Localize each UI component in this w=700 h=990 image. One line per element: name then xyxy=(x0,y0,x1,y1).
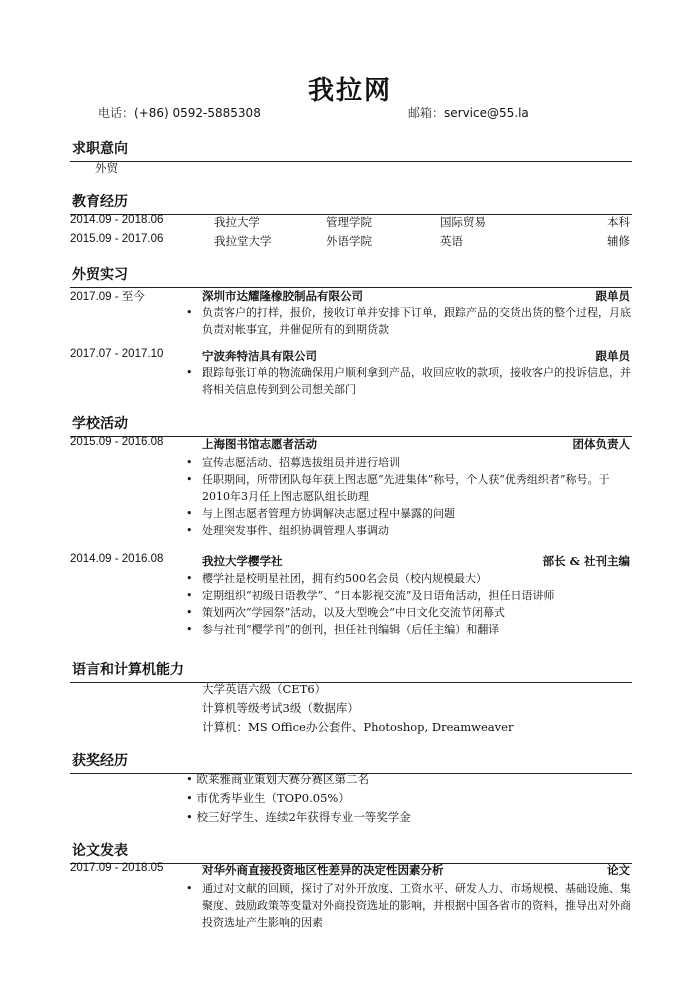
section-job-intent xyxy=(70,138,632,162)
entry-org: 宁波奔特洁具有限公司 xyxy=(202,349,317,363)
bullet-item: • 通过对文献的回顾，探讨了对外开放度、工资水平、研发人力、市场规模、基础设施、集聚度、鼓励政策等变量对外商投资选址的影响，并根据中国各省市的资料，推导出对外商投资选址产生影响的因素 xyxy=(184,880,632,931)
section-title: 语言和计算机能力 xyxy=(72,662,184,678)
internship-bullets xyxy=(184,364,632,398)
bullet-item: • 任职期间，所带团队每年获上图志愿“先进集体”称号，个人获“优秀组织者”称号。于2010年3月任上图志愿队组长助理 xyxy=(184,471,632,505)
phone-line xyxy=(98,104,261,121)
entry-org: 上海图书馆志愿者活动 xyxy=(202,437,317,451)
section-education xyxy=(70,191,632,215)
award-text: 市优秀毕业生（TOP0.05%） xyxy=(196,791,350,805)
activity-bullets xyxy=(184,570,632,638)
section-activities xyxy=(70,413,632,437)
edu-date: 2014.09 - 2018.06 xyxy=(70,214,164,226)
bullet-item: • 定期组织“初级日语教学”、“日本影视交流”及日语角活动，担任日语讲师 xyxy=(184,587,632,604)
entry-date: 2017.07 - 2017.10 xyxy=(70,348,164,360)
edu-major: 国际贸易 xyxy=(440,215,486,229)
email-value: service@55.la xyxy=(444,106,529,120)
entry-org: 我拉大学樱学社 xyxy=(202,554,283,568)
bullet-item: • 参与社刊“樱学刊”的创刊，担任社刊编辑（后任主编）和翻译 xyxy=(184,621,632,638)
section-title: 求职意向 xyxy=(72,141,128,157)
section-title: 外贸实习 xyxy=(72,267,128,283)
skill-line: 大学英语六级（CET6） xyxy=(202,682,327,696)
phone-value: (+86) 0592-5885308 xyxy=(134,106,261,120)
education-row xyxy=(70,233,630,249)
entry-date: 2015.09 - 2016.08 xyxy=(70,436,164,448)
award-text: 欧莱雅商业策划大赛分赛区第二名 xyxy=(196,772,369,786)
award-text: 校三好学生、连续2年获得专业一等奖学金 xyxy=(196,810,411,824)
skill-line: 计算机：MS Office办公套件、Photoshop, Dreamweaver xyxy=(202,720,514,734)
entry-date: 2017.09 - 至今 xyxy=(70,291,145,303)
activity-entry-header xyxy=(70,436,630,452)
resume-name: 我拉网 xyxy=(307,76,392,106)
skill-line: 计算机等级考试3级（数据库） xyxy=(202,701,359,715)
bullet-item: • 跟踪每张订单的物流确保用户顺利拿到产品，收回应收的款项，接收客户的投诉信息，并将相关信息传到到公司想关部门 xyxy=(184,364,632,398)
entry-org: 深圳市达耀隆橡胶制品有限公司 xyxy=(202,289,363,303)
awards-list xyxy=(186,770,411,827)
section-internship xyxy=(70,264,632,288)
bullet-item: • 负责客户的打样，报价，接收订单并安排下订单，跟踪产品的交货出货的整个过程，月底负责对帐事宜，并催促所有的到期货款 xyxy=(184,304,632,338)
edu-school: 我拉大学 xyxy=(214,215,260,229)
entry-date: 2017.09 - 2018.05 xyxy=(70,862,164,874)
section-title: 学校活动 xyxy=(72,416,128,432)
edu-college: 外语学院 xyxy=(326,234,372,248)
email-line xyxy=(408,104,529,121)
entry-role: 跟单员 xyxy=(595,289,630,303)
bullet-item: • 与上图志愿者管理方协调解决志愿过程中暴露的问题 xyxy=(184,505,632,522)
email-label: 邮箱： xyxy=(408,106,445,120)
internship-bullets xyxy=(184,304,632,338)
bullet-item: • 樱学社是校明星社团，拥有约500名会员（校内规模最大） xyxy=(184,570,632,587)
paper-entry-header xyxy=(70,862,630,878)
section-divider xyxy=(70,161,632,162)
section-title: 获奖经历 xyxy=(72,753,128,769)
edu-degree: 本科 xyxy=(607,215,630,229)
section-papers xyxy=(70,840,632,864)
edu-degree: 辅修 xyxy=(607,234,630,248)
edu-school: 我拉堂大学 xyxy=(214,234,272,248)
job-intent-value: 外贸 xyxy=(95,161,118,175)
entry-role: 论文 xyxy=(607,863,630,877)
internship-entry-header xyxy=(70,348,630,364)
entry-role: 跟单员 xyxy=(595,349,630,363)
entry-role: 部长 & 社刊主编 xyxy=(542,554,630,568)
award-item: • 校三好学生、连续2年获得专业一等奖学金 xyxy=(186,810,411,824)
paper-bullets xyxy=(184,880,632,931)
entry-date: 2014.09 - 2016.08 xyxy=(70,553,164,565)
edu-major: 英语 xyxy=(440,234,463,248)
entry-org: 对华外商直接投资地区性差异的决定性因素分析 xyxy=(202,863,444,877)
activity-bullets xyxy=(184,454,632,539)
edu-college: 管理学院 xyxy=(326,215,372,229)
activity-entry-header xyxy=(70,553,630,569)
bullet-item: • 策划两次“学园祭”活动，以及大型晚会“中日文化交流节闭幕式 xyxy=(184,604,632,621)
award-item: • 欧莱雅商业策划大赛分赛区第二名 xyxy=(186,772,369,786)
bullet-item: • 宣传志愿活动、招募选拔组员并进行培训 xyxy=(184,454,632,471)
entry-role: 团体负责人 xyxy=(572,437,630,451)
bullet-item: • 处理突发事件、组织协调管理人事调动 xyxy=(184,522,632,539)
internship-entry-header xyxy=(70,288,630,304)
skills-list xyxy=(202,680,513,737)
edu-date: 2015.09 - 2017.06 xyxy=(70,233,164,245)
section-title: 教育经历 xyxy=(72,194,128,210)
section-title: 论文发表 xyxy=(72,843,128,859)
phone-label: 电话： xyxy=(98,106,135,120)
education-row xyxy=(70,214,630,230)
award-item: • 市优秀毕业生（TOP0.05%） xyxy=(186,791,350,805)
